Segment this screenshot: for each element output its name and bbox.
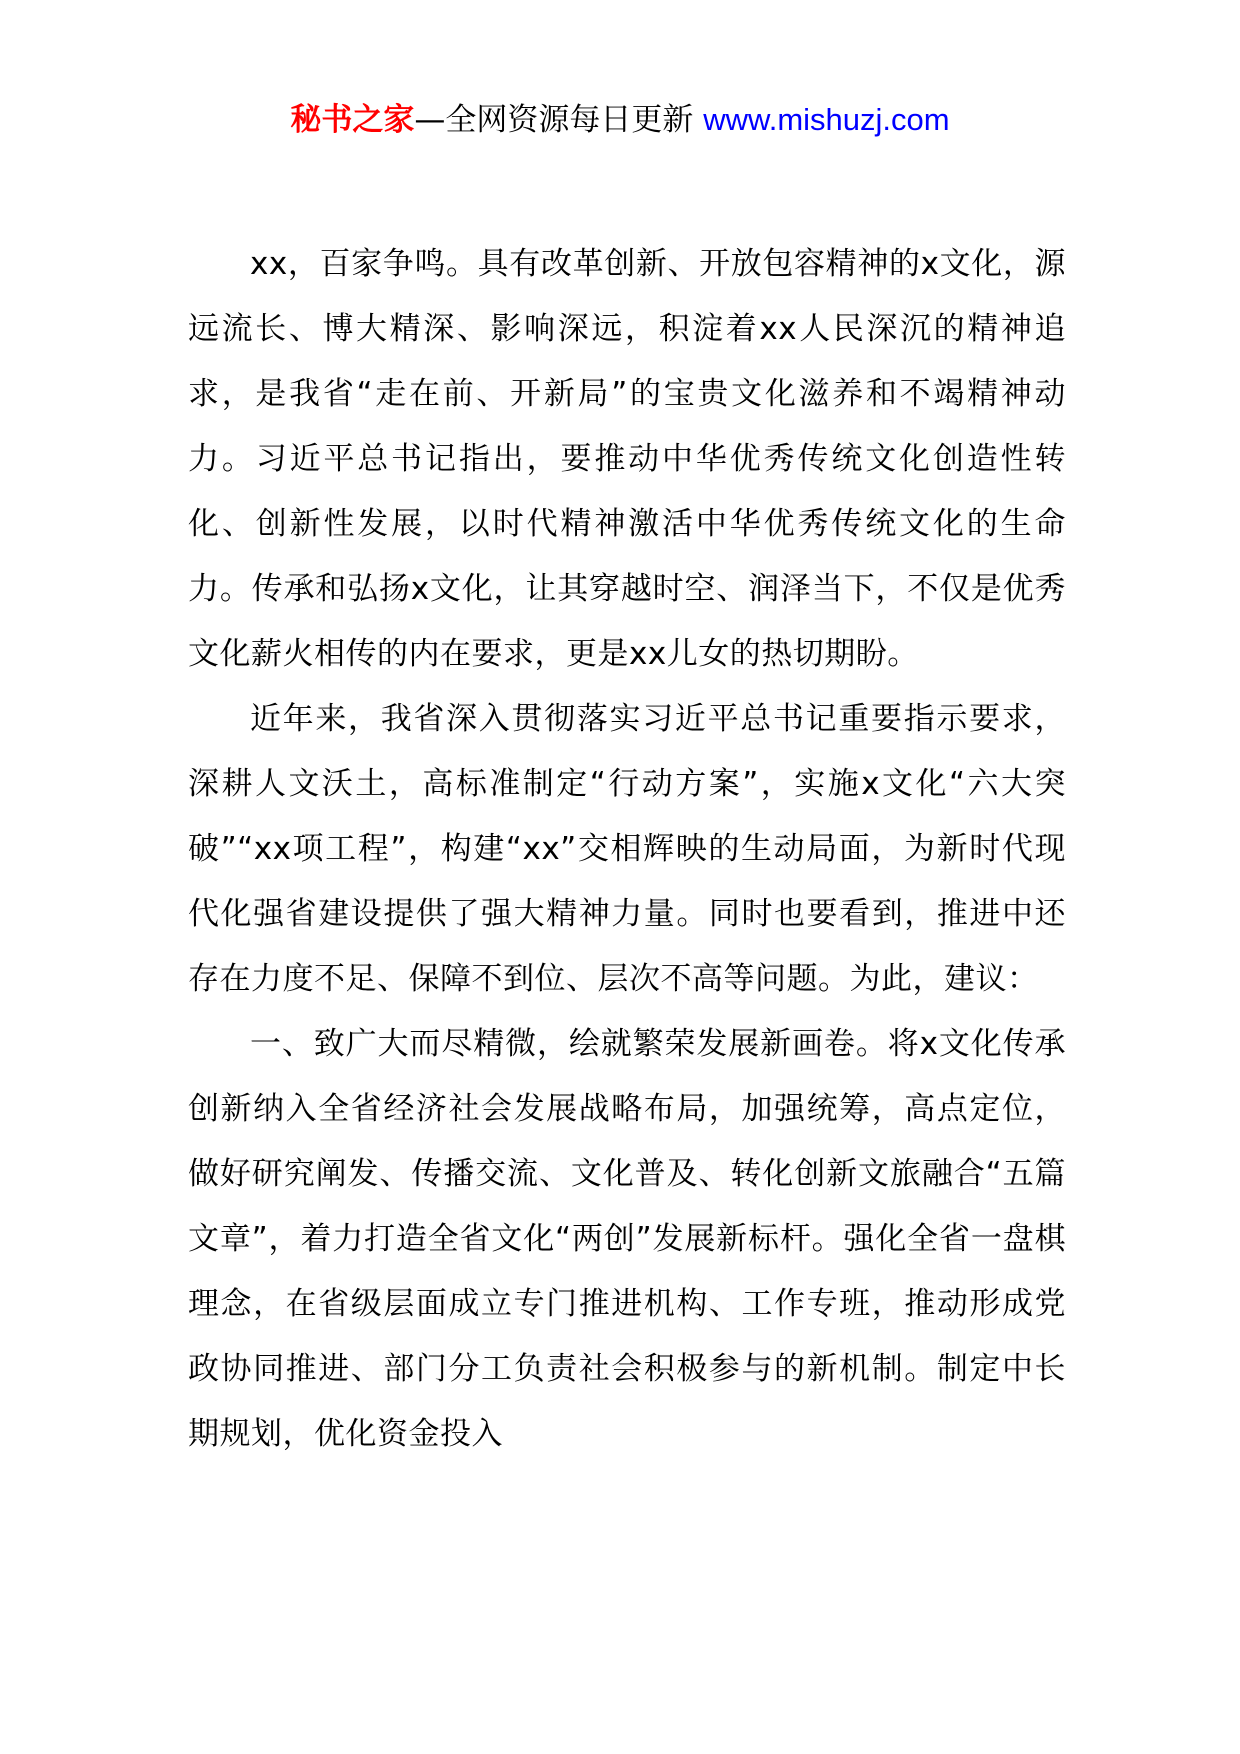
paragraph-background: 近年来，我省深入贯彻落实习近平总书记重要指示要求，深耕人文沃土，高标准制定“行动方案”，实施x文化“六大突破”“xx项工程”，构建“xx”交相辉映的生动局面，为新时代现代化强省建设提供了强大精神力量。同时也要看到，推进中还存在力度不足、保障不到位、层次不高等问题。为此，建议： xyxy=(188,701,1066,997)
brand-name: 秘书之家 xyxy=(290,102,415,138)
document-body xyxy=(188,232,1066,1467)
site-header xyxy=(0,98,1240,142)
site-url-link[interactable]: www.mishuzj.com xyxy=(703,102,950,137)
paragraph-suggestion-1: 一、致广大而尽精微，绘就繁荣发展新画卷。将x文化传承创新纳入全省经济社会发展战略布局，加强统筹，高点定位，做好研究阐发、传播交流、文化普及、转化创新文旅融合“五篇文章”，着力打造全省文化“两创”发展新标杆。强化全省一盘棋理念，在省级层面成立专门推进机构、工作专班，推动形成党政协同推进、部门分工负责社会积极参与的新机制。制定中长期规划，优化资金投入 xyxy=(188,1026,1066,1452)
header-slogan: —全网资源每日更新 xyxy=(414,102,704,138)
paragraph-intro: xx，百家争鸣。具有改革创新、开放包容精神的x文化，源远流长、博大精深、影响深远，积淀着xx人民深沉的精神追求，是我省“走在前、开新局”的宝贵文化滋养和不竭精神动力。习近平总书记指出，要推动中华优秀传统文化创造性转化、创新性发展，以时代精神激活中华优秀传统文化的生命力。传承和弘扬x文化，让其穿越时空、润泽当下，不仅是优秀文化薪火相传的内在要求，更是xx儿女的热切期盼。 xyxy=(188,246,1066,672)
